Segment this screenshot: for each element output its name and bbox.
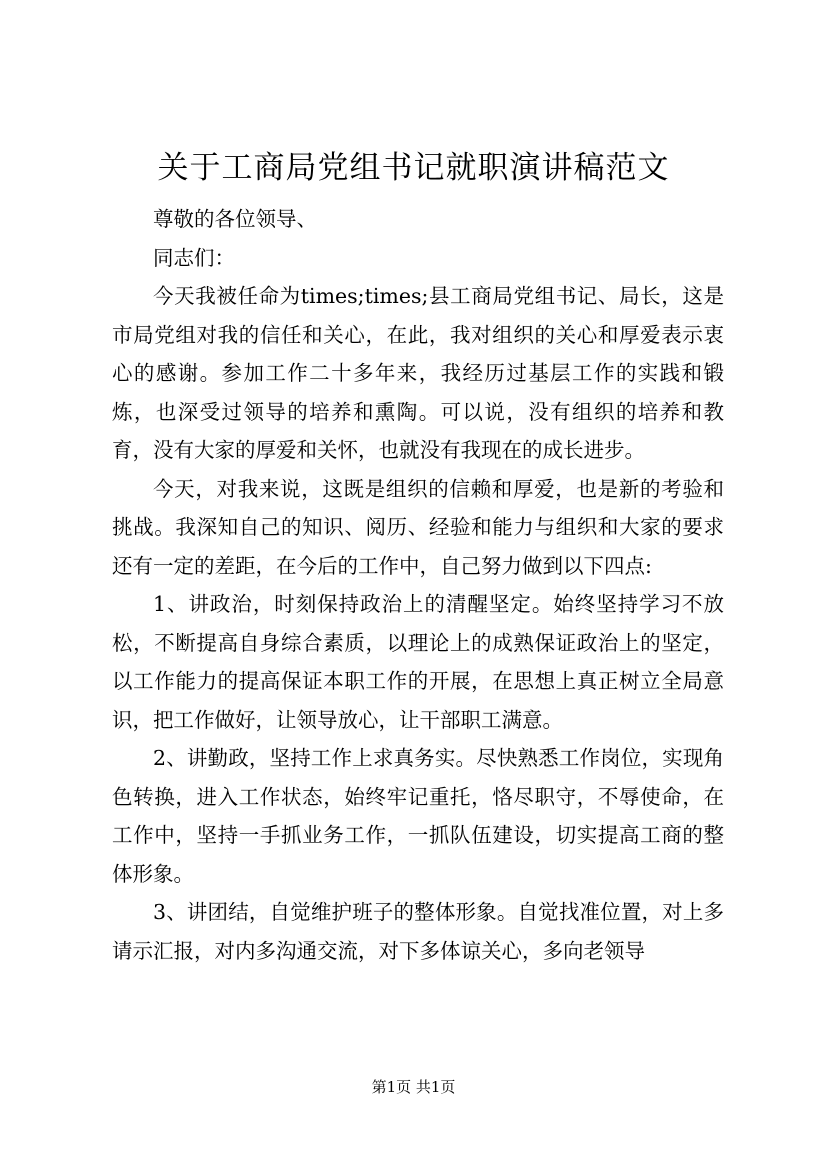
paragraph-challenge: 今天，对我来说，这既是组织的信赖和厚爱，也是新的考验和挑战。我深知自己的知识、阅历、经验和能力与组织和大家的要求还有一定的差距，在今后的工作中，自己努力做到以下四点: — [112, 476, 724, 578]
page-footer: 第1页 共1页 — [371, 1078, 456, 1096]
paragraph-point-2: 2、讲勤政，坚持工作上求真务实。尽快熟悉工作岗位，实现角色转换，进入工作状态，始终牢记重托，恪尽职守，不辱使命，在工作中，坚持一手抓业务工作，一抓队伍建设，切实提高工商的整体形象。 — [112, 746, 724, 886]
document-title: 关于工商局党组书记就职演讲稿范文 — [157, 150, 670, 186]
salutation-line-1: 尊敬的各位领导、 — [153, 207, 317, 231]
paragraph-point-3: 3、讲团结，自觉维护班子的整体形象。自觉找准位置，对上多请示汇报，对内多沟通交流，对下多体谅关心，多向老领导 — [112, 900, 724, 963]
salutation-line-2: 同志们： — [153, 245, 235, 270]
paragraph-intro: 今天我被任命为times;times;县工商局党组书记、局长，这是市局党组对我的信任和关心，在此，我对组织的关心和厚爱表示衷心的感谢。参加工作二十多年来，我经历过基层工作的实践和锻炼，也深受过领导的培养和熏陶。可以说，没有组织的培养和教育，没有大家的厚爱和关怀，也就没有我现在的成长进步。 — [112, 284, 724, 462]
paragraph-point-1: 1、讲政治，时刻保持政治上的清醒坚定。始终坚持学习不放松，不断提高自身综合素质，以理论上的成熟保证政治上的坚定，以工作能力的提高保证本职工作的开展，在思想上真正树立全局意识，把工作做好，让领导放心，让干部职工满意。 — [112, 592, 724, 732]
document-body — [112, 200, 724, 970]
